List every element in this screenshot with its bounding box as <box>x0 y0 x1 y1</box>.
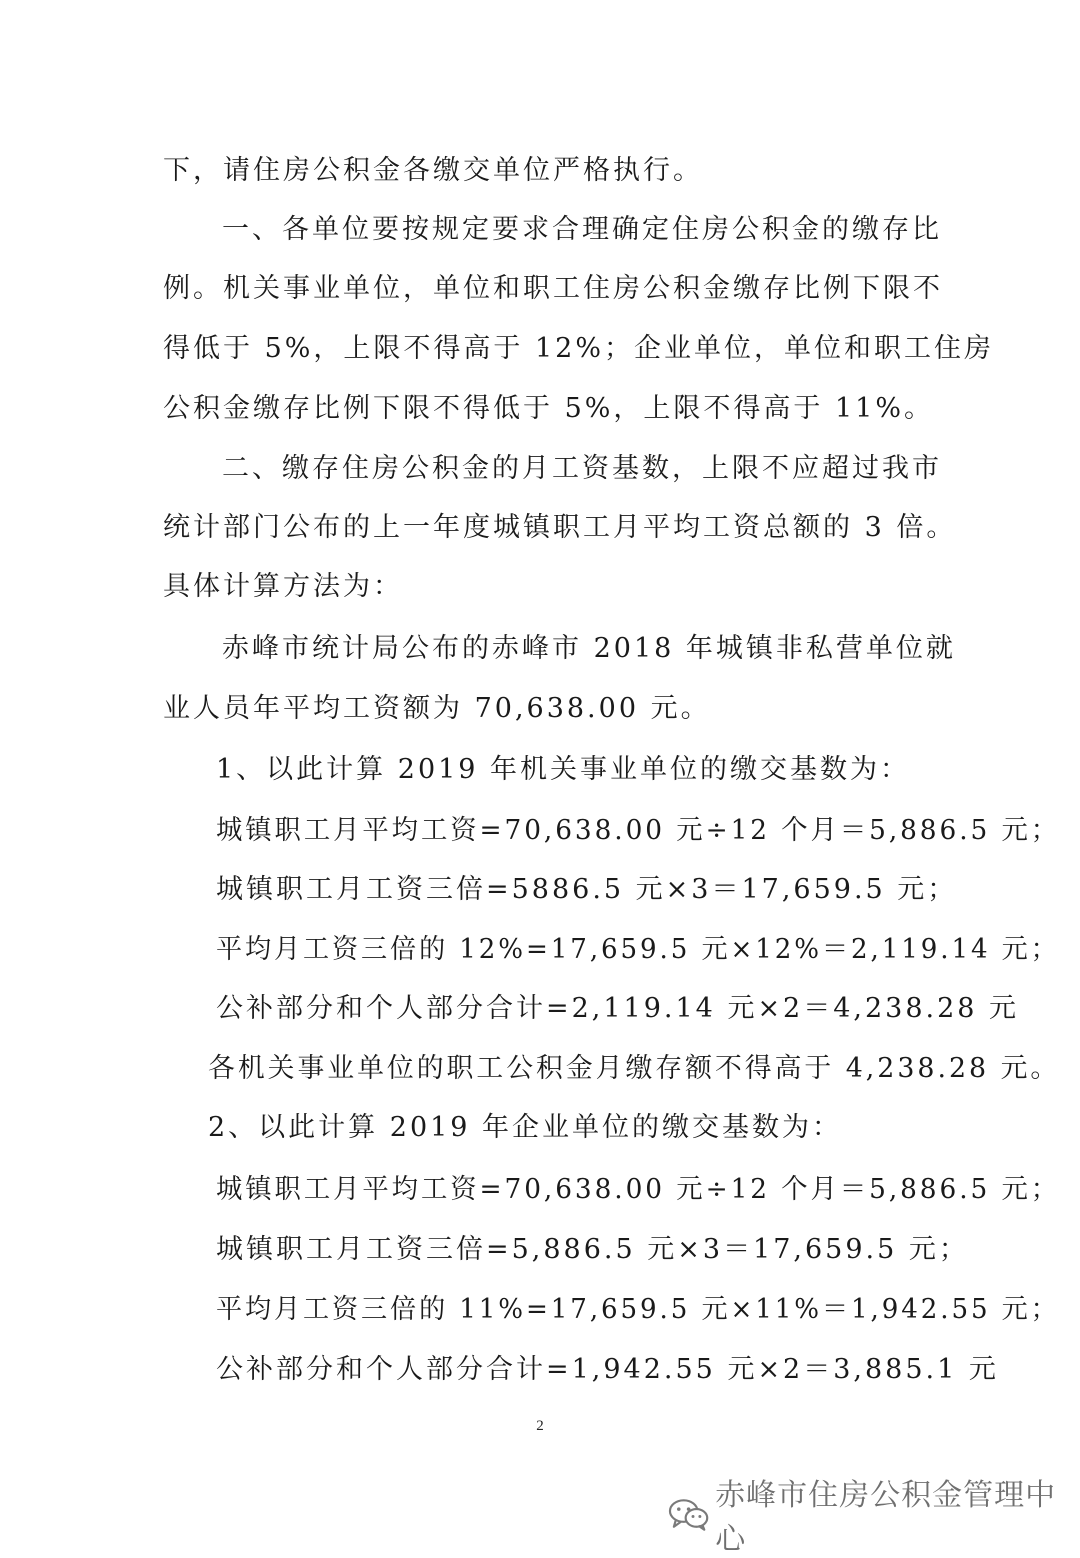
body-line: 公补部分和个人部分合计=1,942.55 元×2＝3,885.1 元 <box>216 1354 999 1385</box>
body-line: 例。机关事业单位，单位和职工住房公积金缴存比例下限不 <box>163 273 943 304</box>
body-line: 公补部分和个人部分合计=2,119.14 元×2＝4,238.28 元 <box>216 993 1020 1024</box>
body-line: 城镇职工月平均工资=70,638.00 元÷12 个月＝5,886.5 元； <box>216 1174 1061 1205</box>
body-line: 2、以此计算 2019 年企业单位的缴交基数为： <box>208 1112 843 1143</box>
body-line: 1、以此计算 2019 年机关事业单位的缴交基数为： <box>216 754 911 785</box>
body-line: 各机关事业单位的职工公积金月缴存额不得高于 4,238.28 元。 <box>208 1053 1061 1084</box>
page-number: 2 <box>536 1418 544 1434</box>
wechat-watermark <box>668 1470 1080 1558</box>
body-line: 平均月工资三倍的 11%=17,659.5 元×11%＝1,942.55 元； <box>216 1294 1060 1325</box>
body-line: 二、缴存住房公积金的月工资基数，上限不应超过我市 <box>222 453 942 484</box>
body-line: 一、各单位要按规定要求合理确定住房公积金的缴存比 <box>222 214 942 245</box>
body-line: 业人员年平均工资额为 70,638.00 元。 <box>163 693 711 724</box>
body-line: 统计部门公布的上一年度城镇职工月平均工资总额的 3 倍。 <box>163 512 957 543</box>
body-line: 具体计算方法为： <box>163 571 403 602</box>
body-line: 城镇职工月工资三倍=5,886.5 元×3＝17,659.5 元； <box>216 1234 969 1265</box>
body-line: 下，请住房公积金各缴交单位严格执行。 <box>163 155 703 186</box>
body-line: 得低于 5%，上限不得高于 12%；企业单位，单位和职工住房 <box>163 333 995 364</box>
body-line: 公积金缴存比例下限不得低于 5%，上限不得高于 11%。 <box>163 393 935 424</box>
watermark-text: 赤峰市住房公积金管理中心 <box>715 1478 1057 1557</box>
body-line: 平均月工资三倍的 12%=17,659.5 元×12%＝2,119.14 元； <box>216 934 1060 965</box>
body-line: 城镇职工月平均工资=70,638.00 元÷12 个月＝5,886.5 元； <box>216 815 1061 846</box>
body-line: 城镇职工月工资三倍=5886.5 元×3＝17,659.5 元； <box>216 874 958 905</box>
body-line: 赤峰市统计局公布的赤峰市 2018 年城镇非私营单位就 <box>222 633 956 664</box>
wechat-icon <box>668 1497 709 1531</box>
